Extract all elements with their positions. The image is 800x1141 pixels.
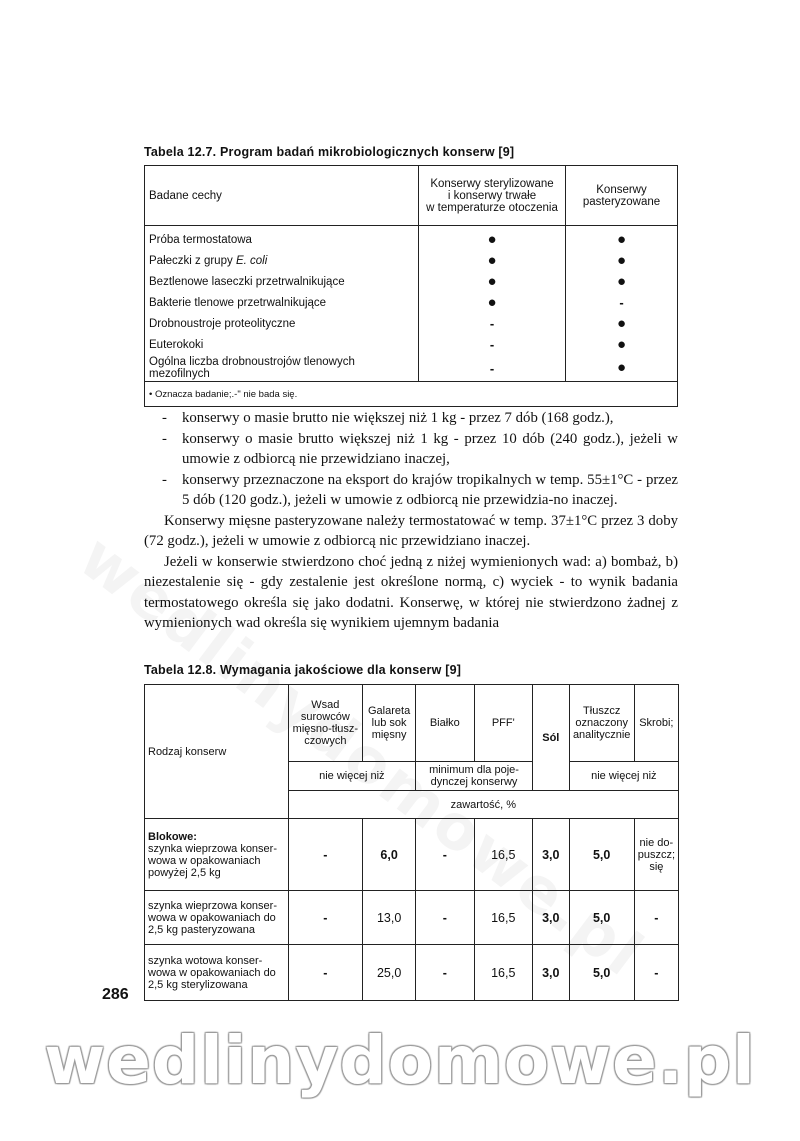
table-row: Próba termostatowa ● ●: [145, 226, 678, 251]
table-row: szynka wotowa konser-wowa w opakowaniach do 2,5 kg sterylizowana - 25,0 - 16,5 3,0 5,0 -: [145, 945, 679, 1001]
quality-requirements-table: [144, 684, 679, 1001]
header-pff: PFF': [474, 685, 532, 762]
body-text: [144, 408, 678, 634]
table-row: szynka wieprzowa konser-wowa w opakowaniach do 2,5 kg pasteryzowana - 13,0 - 16,5 3,0 5,0 -: [145, 891, 679, 945]
header-pasteryzowane: Konserwy pasteryzowane: [566, 166, 678, 226]
header-galareta: Galareta lub sok mięsny: [363, 685, 416, 762]
microbiology-table: [144, 165, 678, 407]
table-row: Drobnoustroje proteolityczne - ●: [145, 313, 678, 334]
header-tluszcz: Tłuszcz oznaczony analitycznie: [569, 685, 634, 762]
header-skrobia: Skrobi;: [634, 685, 678, 762]
header-sterylizowane: Konserwy sterylizowane i konserwy trwałe w temperaturze otoczenia: [419, 166, 566, 226]
watermark: wedlinydomowe.pl: [44, 1022, 756, 1099]
page-number: 286: [102, 986, 129, 1003]
header-nie-wiecej-1: nie więcej niż: [288, 762, 415, 791]
list-item: - konserwy o masie brutto większej niż 1 kg - przez 10 dób (240 godz.), jeżeli w umowie z odbiorcą nie przewidziano inaczej,: [162, 430, 678, 467]
table-row: Ogólna liczba drobnoustrojów tlenowych mezofilnych - ●: [145, 355, 678, 382]
table-row: Pałeczki z grupy E. coli ● ●: [145, 250, 678, 271]
table-row: Beztlenowe laseczki przetrwalnikujące ● ●: [145, 271, 678, 292]
paragraph: Konserwy mięsne pasteryzowane należy termostatować w temp. 37±1°C przez 3 doby (72 godz.), jeżeli w umowie z odbiorcą nic przewidziano inaczej.: [144, 512, 678, 549]
header-badane-cechy: Badane cechy: [145, 166, 419, 226]
list-item: - konserwy przeznaczone na eksport do krajów tropikalnych w temp. 55±1°C - przez 5 dób (120 godz.), jeżeli w umowie z odbiorcą nie przewidzia-no inaczej.: [162, 471, 678, 508]
list-item: - konserwy o masie brutto nie większej niż 1 kg - przez 7 dób (168 godz.),: [162, 410, 614, 426]
header-sol: Sól: [532, 685, 569, 791]
header-rodzaj: Rodzaj konserw: [145, 685, 289, 819]
header-bialko: Białko: [416, 685, 475, 762]
table-row: Bakterie tlenowe przetrwalnikujące ● -: [145, 292, 678, 313]
table1-footnote: • Oznacza badanie;.-" nie bada się.: [145, 382, 678, 407]
header-zawartosc: zawartość, %: [288, 791, 678, 819]
paragraph: Jeżeli w konserwie stwierdzono choć jedną z niżej wymienionych wad: a) bombaż, b) niezestalenie się - gdy zestalenie jest określone normą, c) wyciek - to wynik badania termostatowego określa się jako dodatni. Konserwę, w której nie stwierdzono żadnej z wymienionych wad określa się wynikiem ujemnym badania: [144, 553, 678, 631]
table-row: Euterokoki - ●: [145, 334, 678, 355]
table1-caption: Tabela 12.7. Program badań mikrobiologicznych konserw [9]: [144, 145, 515, 159]
table2-caption: Tabela 12.8. Wymagania jakościowe dla konserw [9]: [144, 663, 462, 677]
header-minimum: minimum dla poje-dynczej konserwy: [416, 762, 533, 791]
header-wsad: Wsad surowców mięsno-tłusz-czowych: [288, 685, 363, 762]
header-nie-wiecej-2: nie więcej niż: [569, 762, 678, 791]
table-row: Blokowe: szynka wieprzowa konser-wowa w opakowaniach powyżej 2,5 kg - 6,0 - 16,5 3,0 5,0 nie do-puszcz; się: [145, 819, 679, 891]
